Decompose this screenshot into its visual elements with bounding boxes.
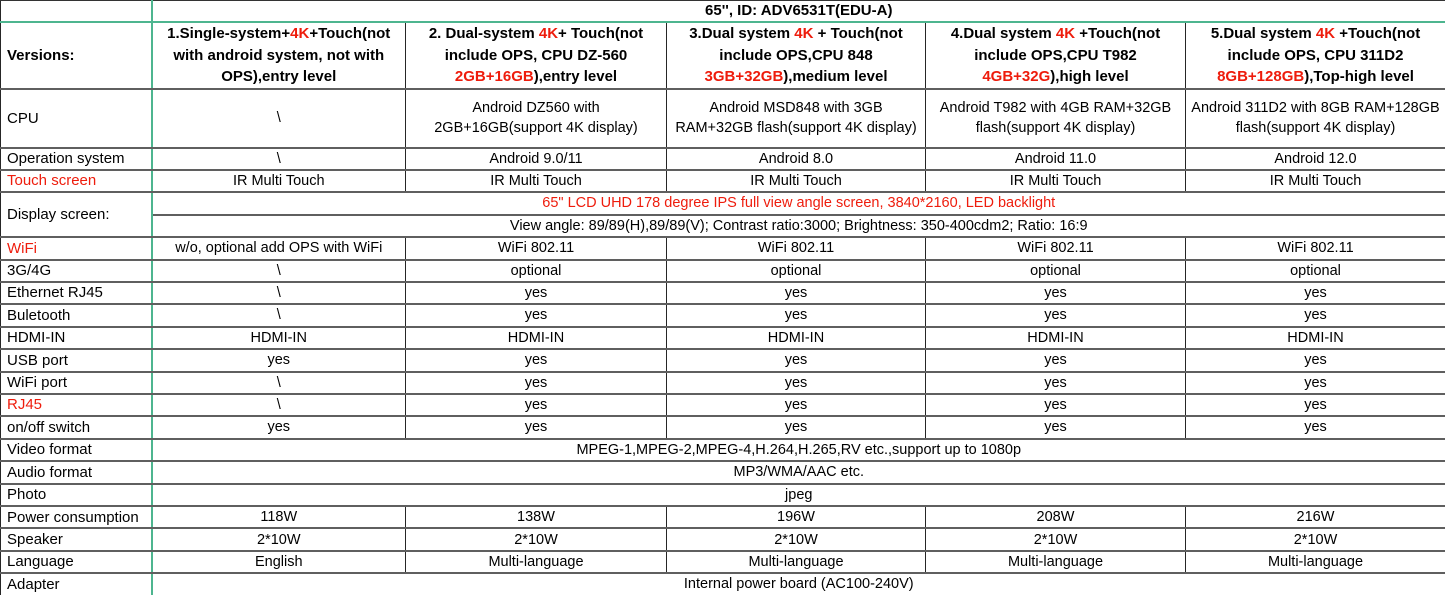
versions-row (1, 22, 1445, 90)
row-label-display-screen: Display screen: (1, 192, 152, 237)
spec-cell-hdmi-in-v1: HDMI-IN (152, 327, 406, 349)
spec-cell-on-off-switch-v4: yes (926, 416, 1186, 438)
version-highlight: 8GB+128GB (1217, 68, 1305, 86)
version-highlight: 4K (794, 24, 814, 42)
row-label-versions: Versions: (1, 22, 152, 90)
spec-row-adapter (1, 573, 1445, 595)
spec-cell-ethernet-rj45-v2: yes (406, 282, 667, 304)
row-label-speaker: Speaker (1, 528, 152, 550)
span-cell-audio-format: MP3/WMA/AAC etc. (152, 461, 1445, 483)
version-text: ),medium level (783, 68, 888, 86)
spec-row-power-consumption (1, 506, 1445, 528)
spec-cell-rj45-v4: yes (926, 394, 1186, 416)
spec-cell-hdmi-in-v2: HDMI-IN (406, 327, 667, 349)
spec-cell-buletooth-v1: \ (152, 304, 406, 326)
spec-row-speaker (1, 528, 1445, 550)
spec-cell-wifi-port-v3: yes (667, 372, 926, 394)
spec-cell-3g-4g-v4: optional (926, 260, 1186, 282)
row-label-hdmi-in: HDMI-IN (1, 327, 152, 349)
version-text: +Touch(not with android system, not with OPS),entry level (173, 24, 391, 86)
spec-cell-hdmi-in-v4: HDMI-IN (926, 327, 1186, 349)
page-title: 65'', ID: ADV6531T(EDU-A) (152, 1, 1445, 22)
spec-cell-power-consumption-v1: 118W (152, 506, 406, 528)
version-header-4 (926, 22, 1186, 90)
row-label-wifi: WiFi (1, 237, 152, 259)
version-highlight: 2GB+16GB (454, 68, 534, 86)
spec-cell-speaker-v2: 2*10W (406, 528, 667, 550)
spec-row-usb-port (1, 349, 1445, 371)
spec-row-language (1, 551, 1445, 573)
spec-cell-cpu-v1: \ (152, 89, 406, 147)
spec-cell-buletooth-v3: yes (667, 304, 926, 326)
spec-cell-rj45-v5: yes (1186, 394, 1445, 416)
version-header-1 (152, 22, 406, 90)
spec-cell-on-off-switch-v3: yes (667, 416, 926, 438)
spec-cell-3g-4g-v1: \ (152, 260, 406, 282)
spec-row-ethernet-rj45 (1, 282, 1445, 304)
spec-cell-wifi-port-v1: \ (152, 372, 406, 394)
spec-cell-ethernet-rj45-v4: yes (926, 282, 1186, 304)
spec-cell-buletooth-v4: yes (926, 304, 1186, 326)
row-label-on-off-switch: on/off switch (1, 416, 152, 438)
version-text: 5.Dual system (1210, 24, 1316, 42)
spec-row-on-off-switch (1, 416, 1445, 438)
spec-cell-speaker-v1: 2*10W (152, 528, 406, 550)
spec-cell-power-consumption-v4: 208W (926, 506, 1186, 528)
spec-row-rj45 (1, 394, 1445, 416)
span-cell-video-format: MPEG-1,MPEG-2,MPEG-4,H.264,H.265,RV etc.,support up to 1080p (152, 439, 1445, 461)
spec-row-video-format (1, 439, 1445, 461)
row-label-audio-format: Audio format (1, 461, 152, 483)
spec-row-audio-format (1, 461, 1445, 483)
corner-cell (1, 1, 152, 22)
spec-cell-rj45-v3: yes (667, 394, 926, 416)
spec-cell-operation-system-v3: Android 8.0 (667, 148, 926, 170)
row-label-wifi-port: WiFi port (1, 372, 152, 394)
spec-cell-touch-screen-v2: IR Multi Touch (406, 170, 667, 192)
spec-cell-power-consumption-v5: 216W (1186, 506, 1445, 528)
spec-cell-language-v4: Multi-language (926, 551, 1186, 573)
spec-cell-usb-port-v1: yes (152, 349, 406, 371)
spec-cell-touch-screen-v1: IR Multi Touch (152, 170, 406, 192)
row-label-photo: Photo (1, 484, 152, 506)
version-text: ),entry level (533, 68, 618, 86)
spec-cell-operation-system-v1: \ (152, 148, 406, 170)
spec-row-buletooth (1, 304, 1445, 326)
version-highlight: 4K (1315, 24, 1336, 42)
spec-cell-usb-port-v2: yes (406, 349, 667, 371)
spec-cell-on-off-switch-v2: yes (406, 416, 667, 438)
title-row (1, 1, 1445, 22)
row-label-3g-4g: 3G/4G (1, 260, 152, 282)
spec-cell-rj45-v2: yes (406, 394, 667, 416)
row-label-usb-port: USB port (1, 349, 152, 371)
spec-row-photo (1, 484, 1445, 506)
span-cell-display-screen-2: View angle: 89/89(H),89/89(V); Contrast ratio:3000; Brightness: 350-400cdm2; Ratio: 16:9 (152, 215, 1445, 237)
spec-cell-power-consumption-v2: 138W (406, 506, 667, 528)
span-cell-adapter: Internal power board (AC100-240V) (152, 573, 1445, 595)
version-header-5 (1186, 22, 1445, 90)
spec-cell-cpu-v2: Android DZ560 with 2GB+16GB(support 4K display) (406, 89, 667, 147)
spec-cell-wifi-v1: w/o, optional add OPS with WiFi (152, 237, 406, 259)
version-text: +Touch(not include OPS, CPU 311D2 (1227, 24, 1421, 64)
spec-cell-buletooth-v2: yes (406, 304, 667, 326)
spec-row-operation-system (1, 148, 1445, 170)
spec-cell-touch-screen-v5: IR Multi Touch (1186, 170, 1445, 192)
spec-cell-3g-4g-v5: optional (1186, 260, 1445, 282)
spec-cell-touch-screen-v3: IR Multi Touch (667, 170, 926, 192)
spec-cell-wifi-port-v5: yes (1186, 372, 1445, 394)
spec-cell-speaker-v5: 2*10W (1186, 528, 1445, 550)
spec-cell-wifi-v5: WiFi 802.11 (1186, 237, 1445, 259)
version-text: + Touch(not include OPS,CPU 848 (719, 24, 903, 64)
version-text: 2. Dual-system (428, 24, 539, 42)
spec-row-wifi (1, 237, 1445, 259)
row-label-ethernet-rj45: Ethernet RJ45 (1, 282, 152, 304)
spec-cell-language-v3: Multi-language (667, 551, 926, 573)
version-highlight: 4K (538, 24, 559, 42)
spec-cell-operation-system-v4: Android 11.0 (926, 148, 1186, 170)
version-header-3 (667, 22, 926, 90)
row-label-cpu: CPU (1, 89, 152, 147)
spec-row-cpu (1, 89, 1445, 147)
spec-cell-language-v2: Multi-language (406, 551, 667, 573)
version-text: 1.Single-system+ (167, 24, 291, 42)
spec-row-display-screen-2 (1, 215, 1445, 237)
version-text: ),high level (1050, 68, 1129, 86)
span-cell-display-screen-1: 65" LCD UHD 178 degree IPS full view angle screen, 3840*2160, LED backlight (152, 192, 1445, 214)
row-label-buletooth: Buletooth (1, 304, 152, 326)
spec-cell-buletooth-v5: yes (1186, 304, 1445, 326)
spec-cell-operation-system-v5: Android 12.0 (1186, 148, 1445, 170)
spec-cell-usb-port-v3: yes (667, 349, 926, 371)
version-highlight: 4K (290, 24, 310, 42)
row-label-operation-system: Operation system (1, 148, 152, 170)
row-label-rj45: RJ45 (1, 394, 152, 416)
spec-cell-on-off-switch-v5: yes (1186, 416, 1445, 438)
version-text: ),Top-high level (1304, 68, 1414, 86)
spec-cell-rj45-v1: \ (152, 394, 406, 416)
spec-cell-cpu-v4: Android T982 with 4GB RAM+32GB flash(support 4K display) (926, 89, 1186, 147)
spec-cell-on-off-switch-v1: yes (152, 416, 406, 438)
spec-cell-3g-4g-v2: optional (406, 260, 667, 282)
spec-row-wifi-port (1, 372, 1445, 394)
spec-cell-touch-screen-v4: IR Multi Touch (926, 170, 1186, 192)
spec-cell-language-v5: Multi-language (1186, 551, 1445, 573)
row-label-touch-screen: Touch screen (1, 170, 152, 192)
spec-row-touch-screen (1, 170, 1445, 192)
spec-cell-power-consumption-v3: 196W (667, 506, 926, 528)
version-highlight: 3GB+32GB (704, 68, 784, 86)
span-cell-photo: jpeg (152, 484, 1445, 506)
spec-cell-ethernet-rj45-v5: yes (1186, 282, 1445, 304)
version-text: 4.Dual system (950, 24, 1056, 42)
spec-cell-wifi-port-v2: yes (406, 372, 667, 394)
spec-cell-speaker-v4: 2*10W (926, 528, 1186, 550)
row-label-video-format: Video format (1, 439, 152, 461)
spec-table-body (1, 1, 1445, 595)
spec-cell-operation-system-v2: Android 9.0/11 (406, 148, 667, 170)
spec-cell-wifi-v3: WiFi 802.11 (667, 237, 926, 259)
spec-row-3g-4g (1, 260, 1445, 282)
spec-cell-usb-port-v4: yes (926, 349, 1186, 371)
spec-cell-usb-port-v5: yes (1186, 349, 1445, 371)
spec-cell-wifi-v4: WiFi 802.11 (926, 237, 1186, 259)
spec-row-hdmi-in (1, 327, 1445, 349)
spec-cell-wifi-port-v4: yes (926, 372, 1186, 394)
spec-cell-cpu-v5: Android 311D2 with 8GB RAM+128GB flash(support 4K display) (1186, 89, 1445, 147)
spec-row-display-screen (1, 192, 1445, 214)
spec-cell-language-v1: English (152, 551, 406, 573)
row-label-language: Language (1, 551, 152, 573)
version-text: +Touch(not include OPS,CPU T982 (974, 24, 1161, 64)
version-header-2 (406, 22, 667, 90)
spec-cell-ethernet-rj45-v1: \ (152, 282, 406, 304)
spec-cell-ethernet-rj45-v3: yes (667, 282, 926, 304)
spec-cell-3g-4g-v3: optional (667, 260, 926, 282)
spec-cell-hdmi-in-v5: HDMI-IN (1186, 327, 1445, 349)
row-label-power-consumption: Power consumption (1, 506, 152, 528)
spec-cell-hdmi-in-v3: HDMI-IN (667, 327, 926, 349)
version-highlight: 4GB+32G (982, 68, 1051, 86)
spec-cell-wifi-v2: WiFi 802.11 (406, 237, 667, 259)
spec-cell-speaker-v3: 2*10W (667, 528, 926, 550)
version-text: 3.Dual system (689, 24, 795, 42)
spec-cell-cpu-v3: Android MSD848 with 3GB RAM+32GB flash(support 4K display) (667, 89, 926, 147)
version-text: + Touch(not include OPS, CPU DZ-560 (444, 24, 644, 64)
version-highlight: 4K (1055, 24, 1076, 42)
row-label-adapter: Adapter (1, 573, 152, 595)
